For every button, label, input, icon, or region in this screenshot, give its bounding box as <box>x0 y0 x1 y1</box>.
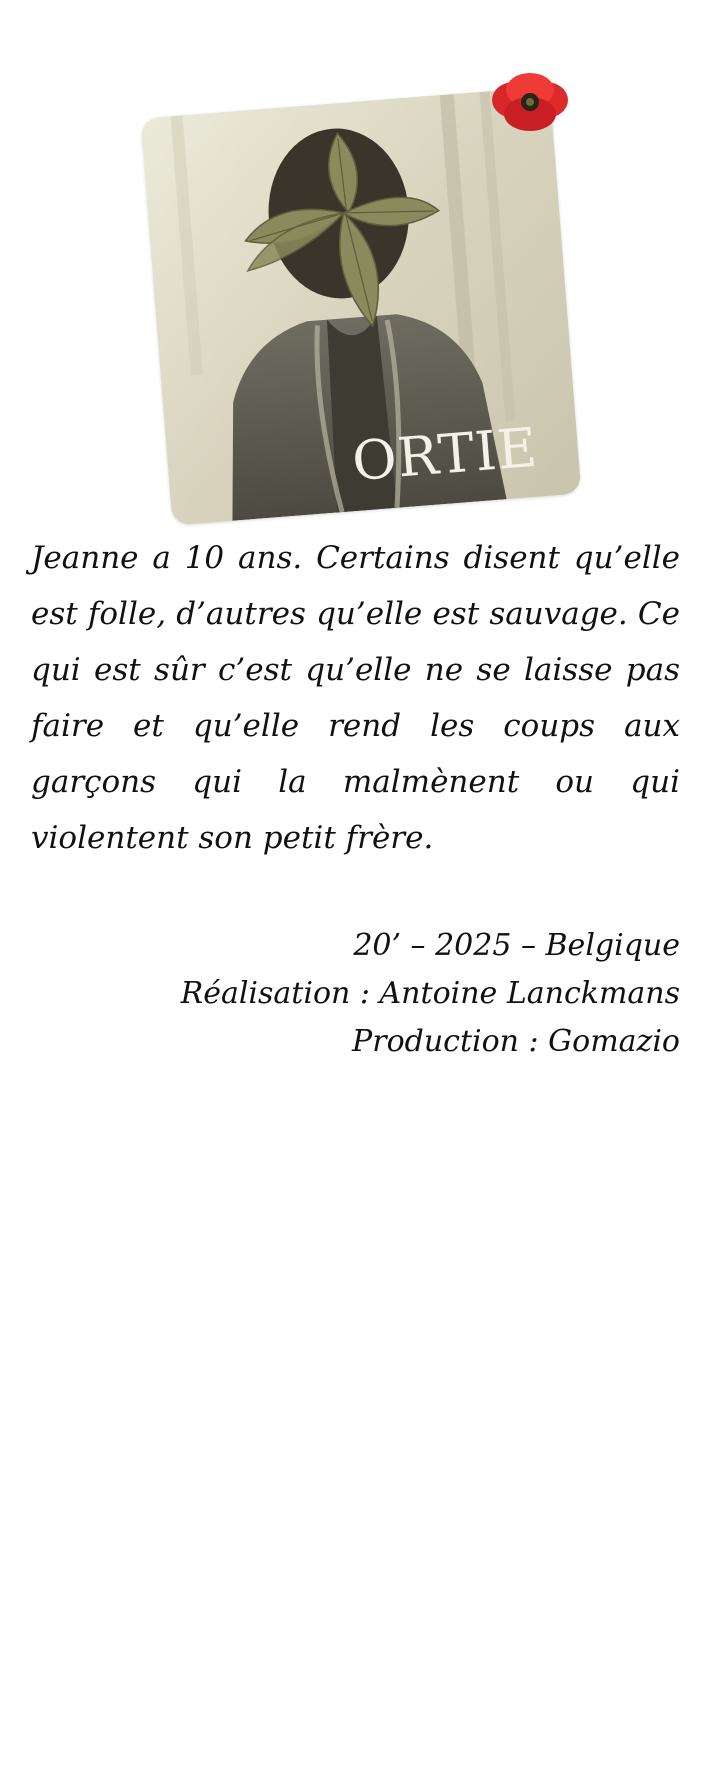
poster-title: ORTIE <box>349 415 541 494</box>
poppy-flower-icon <box>490 70 570 140</box>
film-credits <box>181 922 680 1066</box>
film-production: Production : Gomazio <box>352 1024 680 1059</box>
film-card <box>150 96 570 516</box>
film-director: Réalisation : Antoine Lanckmans <box>180 976 680 1011</box>
film-info: 20’ – 2025 – Belgique <box>353 928 680 963</box>
film-poster[interactable] <box>141 87 582 526</box>
film-synopsis: Jeanne a 10 ans. Certains disent qu’elle est folle, d’autres qu’elle est sauvage. Ce qui est sûr c’est qu’elle ne se laisse pas faire et qu’elle rend les coups aux garçons qui la malmènent ou qui violentent son petit frère. <box>31 540 680 856</box>
